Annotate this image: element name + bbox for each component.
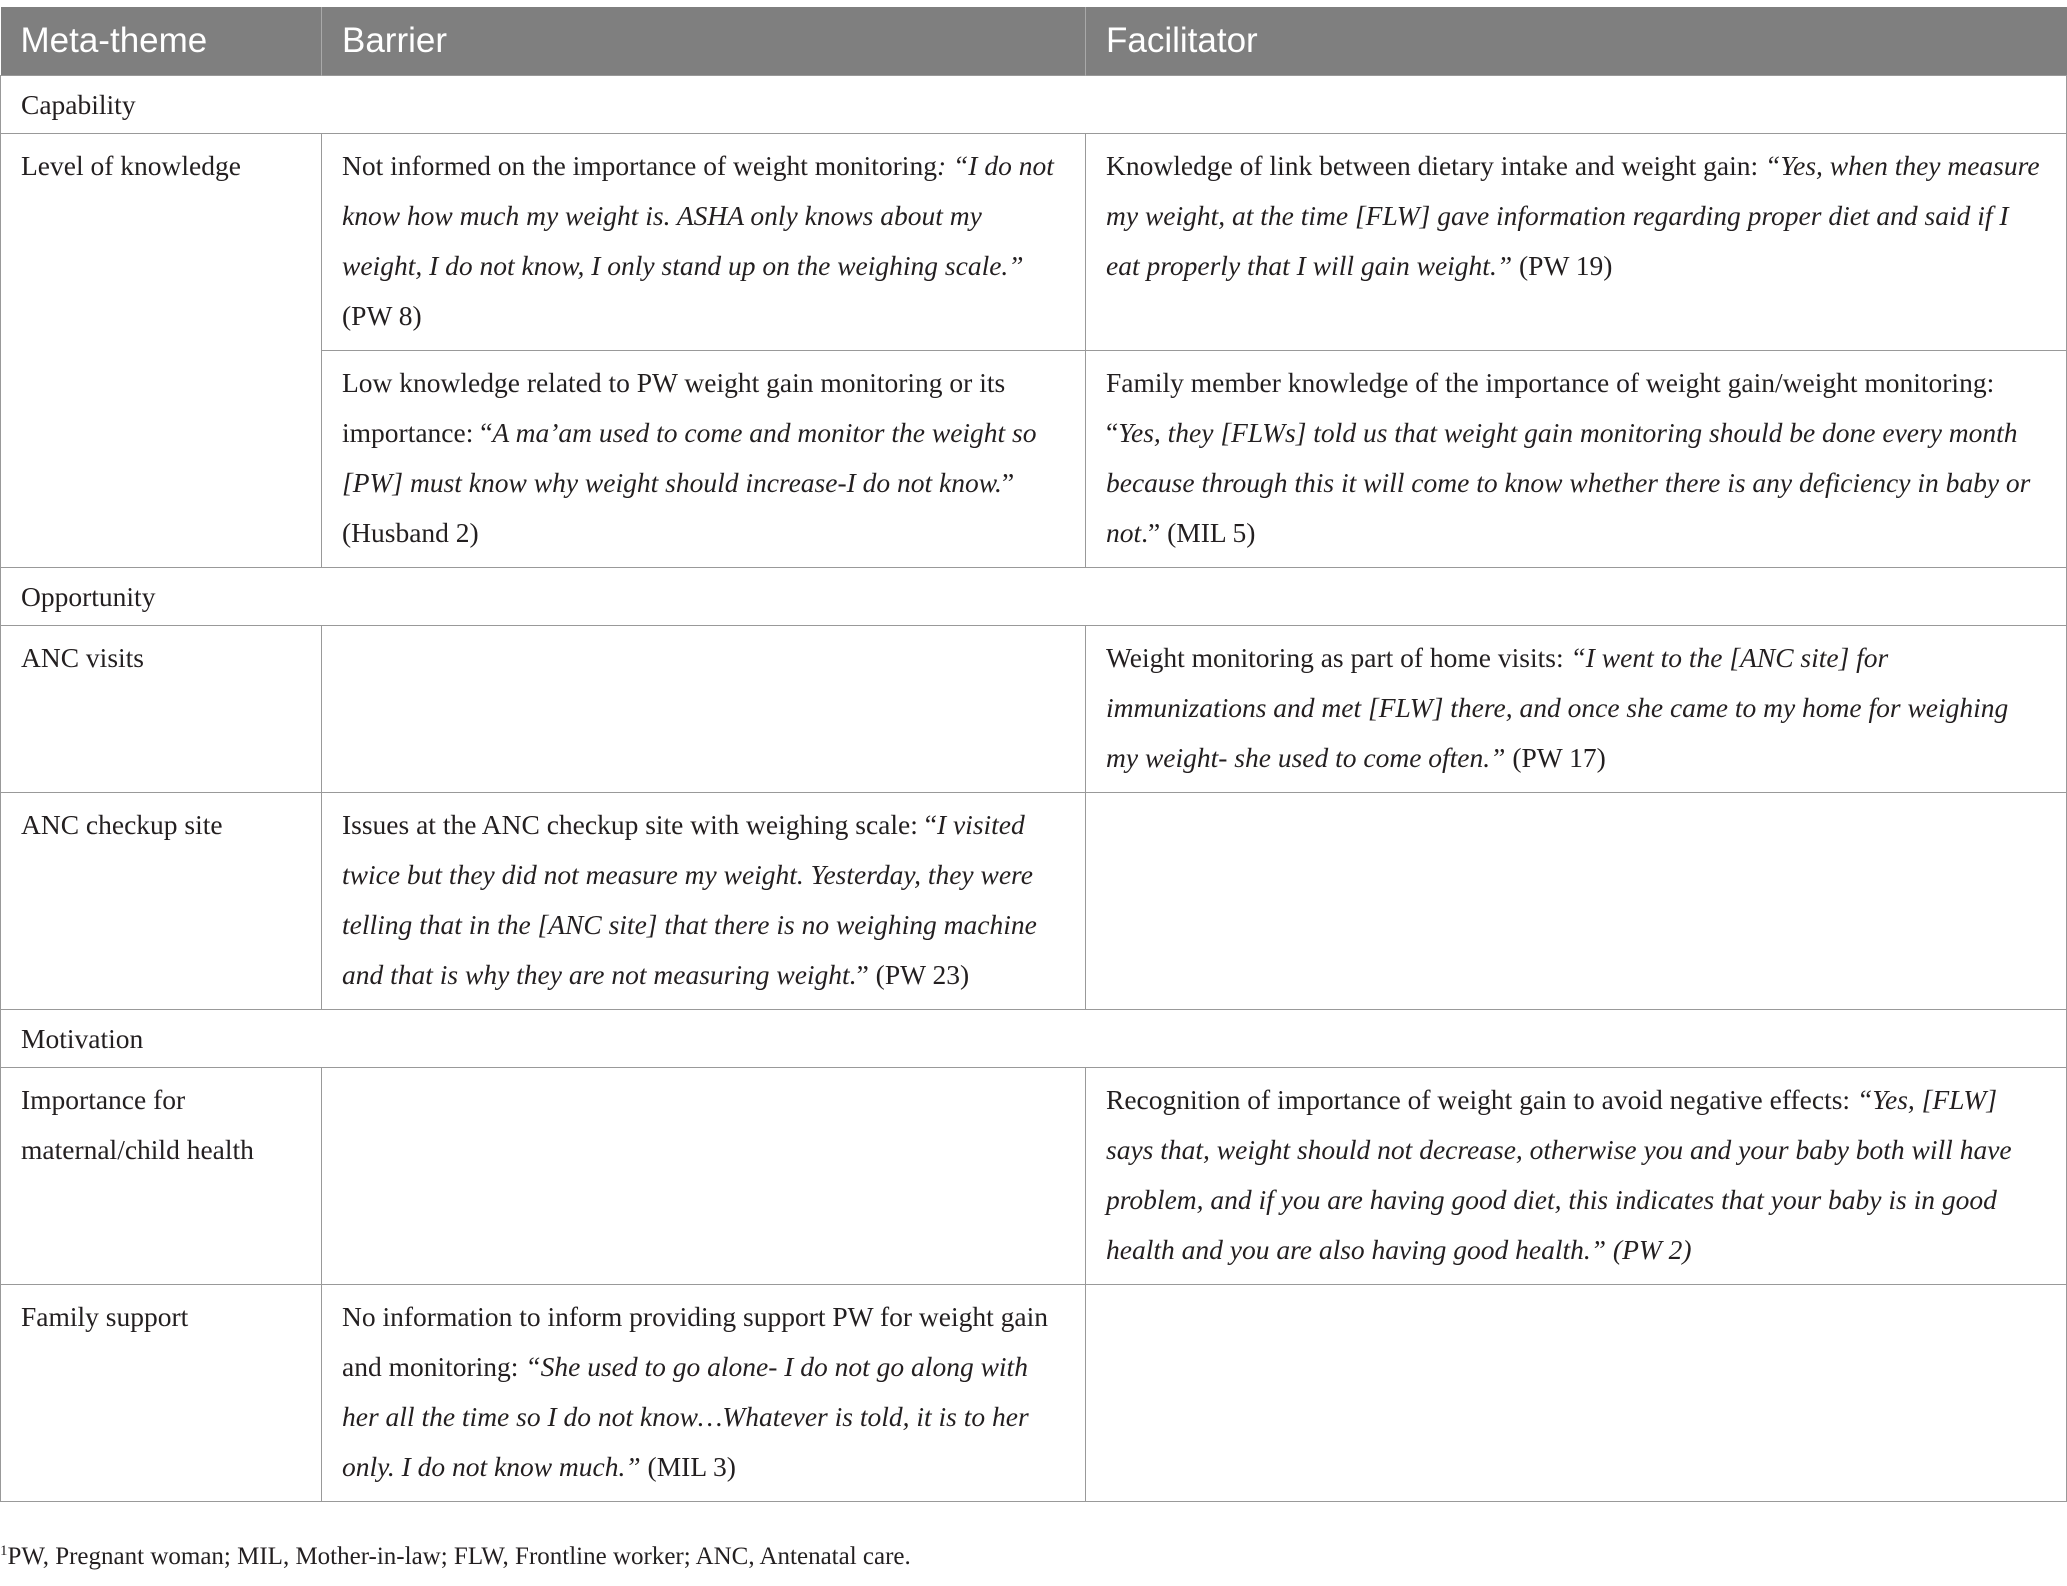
barrier-lead: No information to inform providing support PW for weight gain and monitoring:	[342, 1301, 1049, 1382]
facilitator-source: (PW 17)	[1505, 742, 1606, 773]
barrier-quote: A ma’am used to come and monitor the weight so [PW] must know why weight should increase-I do not know.	[342, 417, 1037, 498]
facilitator-cell	[1086, 134, 2067, 351]
section-row-capability	[1, 76, 2067, 134]
barrier-quote: “She used to go alone- I do not go along with her all the time so I do not know…Whatever is told, it is to her only. I do not know much.”	[342, 1351, 1029, 1482]
table-row	[1, 1285, 2067, 1502]
meta-theme-cell: Importance for maternal/child health	[1, 1068, 322, 1285]
barrier-quote: I visited twice but they did not measure my weight. Yesterday, they were telling that in the [ANC site] that there is no weighing machine and that is why they are not measuring weight.	[342, 809, 1037, 990]
barrier-source: (PW 8)	[342, 300, 422, 331]
barrier-cell	[322, 1285, 1086, 1502]
barrier-source: ” (Husband 2)	[342, 467, 1015, 548]
meta-theme-cell: Family support	[1, 1285, 322, 1502]
facilitator-source: .” (MIL 5)	[1141, 517, 1256, 548]
meta-theme-cell: ANC visits	[1, 626, 322, 793]
barrier-quote: : “I do not know how much my weight is. ASHA only knows about my weight, I do not know, I only stand up on the weighing scale.”	[342, 150, 1054, 281]
barrier-source: ” (PW 23)	[856, 959, 970, 990]
table-row	[1, 626, 2067, 793]
facilitator-source: (PW 19)	[1512, 250, 1613, 281]
table-row	[1, 134, 2067, 351]
meta-theme-cell: ANC checkup site	[1, 793, 322, 1010]
meta-theme-cell: Level of knowledge	[1, 134, 322, 568]
barrier-lead: Low knowledge related to PW weight gain monitoring or its importance: “	[342, 367, 1006, 448]
section-label: Opportunity	[1, 568, 2067, 626]
facilitator-lead: Recognition of importance of weight gain to avoid negative effects:	[1106, 1084, 1857, 1115]
facilitator-quote: Yes, they [FLWs] told us that weight gain monitoring should be done every month because through this it will come to know whether there is any deficiency in baby or not	[1106, 417, 2031, 548]
section-row-motivation	[1, 1010, 2067, 1068]
barrier-source: (MIL 3)	[640, 1451, 736, 1482]
footnote-text: PW, Pregnant woman; MIL, Mother-in-law; FLW, Frontline worker; ANC, Antenatal care.	[7, 1543, 911, 1570]
table-row	[1, 1068, 2067, 1285]
header-barrier: Barrier	[322, 7, 1086, 76]
facilitator-lead: Family member knowledge of the importance of weight gain/weight monitoring: “	[1106, 367, 1995, 448]
facilitator-quote: “Yes, [FLW] says that, weight should not decrease, otherwise you and your baby both will have problem, and if you are having good diet, this indicates that your baby is in good health and you are also having good health.” (PW 2)	[1106, 1084, 2012, 1265]
section-row-opportunity	[1, 568, 2067, 626]
themes-table	[0, 7, 2066, 1502]
facilitator-lead: Weight monitoring as part of home visits:	[1106, 642, 1571, 673]
barrier-cell	[322, 793, 1086, 1010]
footnote	[0, 1543, 911, 1571]
facilitator-cell	[1086, 1068, 2067, 1285]
facilitator-cell	[1086, 1285, 2067, 1502]
facilitator-cell	[1086, 626, 2067, 793]
barrier-cell	[322, 134, 1086, 351]
facilitator-lead: Knowledge of link between dietary intake and weight gain:	[1106, 150, 1766, 181]
facilitator-quote: “Yes, when they measure my weight, at the time [FLW] gave information regarding proper diet and said if I eat properly that I will gain weight.”	[1106, 150, 2040, 281]
facilitator-quote: “I went to the [ANC site] for immunizations and met [FLW] there, and once she came to my home for weighing my weight- she used to come often.”	[1106, 642, 2009, 773]
header-facilitator: Facilitator	[1086, 7, 2067, 76]
section-label: Motivation	[1, 1010, 2067, 1068]
barrier-cell	[322, 626, 1086, 793]
barrier-cell	[322, 351, 1086, 568]
section-label: Capability	[1, 76, 2067, 134]
header-row	[1, 7, 2067, 76]
footnote-mark: 1	[0, 1543, 8, 1559]
header-meta-theme: Meta-theme	[1, 7, 322, 76]
barrier-lead: Not informed on the importance of weight monitoring	[342, 150, 937, 181]
facilitator-cell	[1086, 351, 2067, 568]
table-row	[1, 793, 2067, 1010]
barrier-cell	[322, 1068, 1086, 1285]
facilitator-cell	[1086, 793, 2067, 1010]
barrier-lead: Issues at the ANC checkup site with weighing scale: “	[342, 809, 937, 840]
